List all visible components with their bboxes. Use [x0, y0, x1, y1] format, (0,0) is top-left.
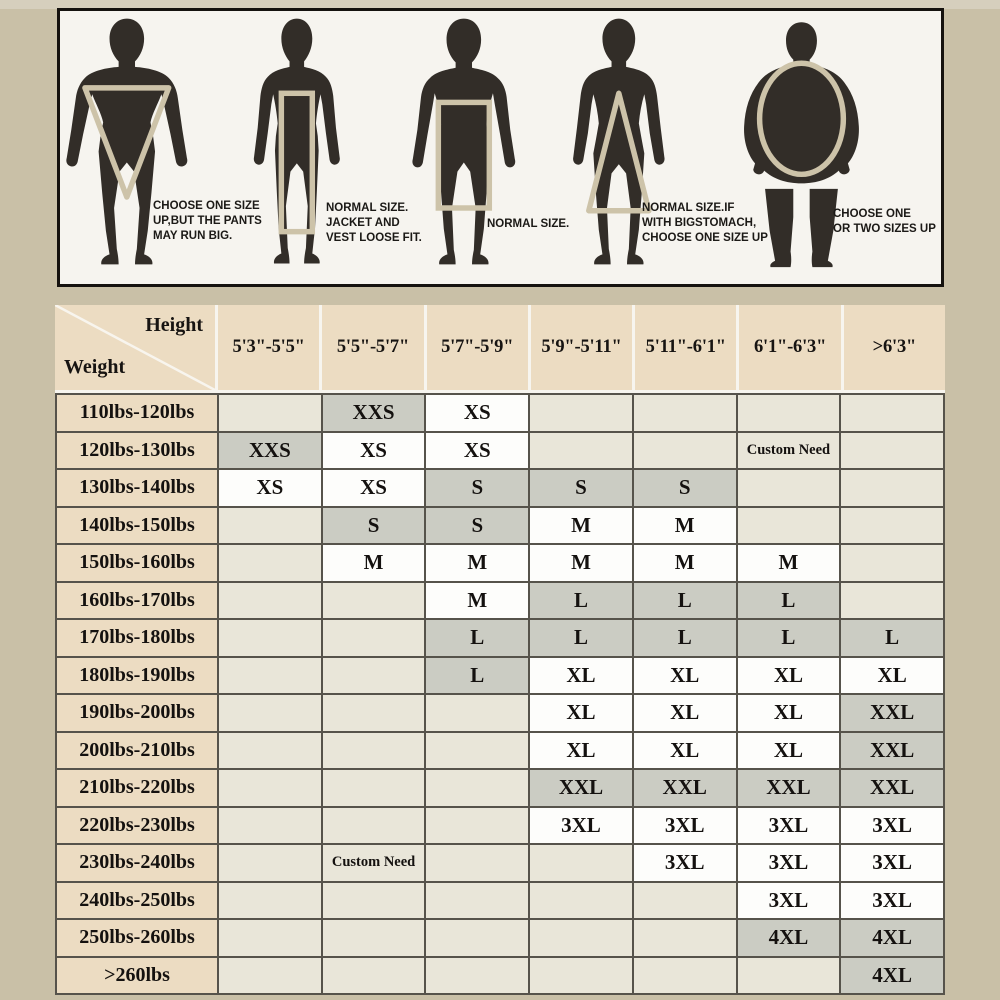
size-cell: XXS [323, 395, 425, 431]
size-cell-empty [219, 658, 321, 694]
size-cell: S [426, 508, 528, 544]
weight-row-label: 120lbs-130lbs [57, 433, 217, 469]
size-cell: M [738, 545, 840, 581]
size-cell: 3XL [634, 808, 736, 844]
size-cell: XXL [738, 770, 840, 806]
weight-row-label: 110lbs-120lbs [57, 395, 217, 431]
size-cell-empty [530, 433, 632, 469]
figure-caption-athletic: CHOOSE ONE SIZE UP,BUT THE PANTS MAY RUN BIG. [153, 200, 262, 243]
size-cell-empty [738, 958, 840, 994]
weight-row-label: >260lbs [57, 958, 217, 994]
size-cell-empty [323, 620, 425, 656]
height-column-header: 5'9"-5'11" [531, 305, 632, 390]
size-cell: L [426, 620, 528, 656]
size-cell: 3XL [738, 845, 840, 881]
size-cell: 3XL [634, 845, 736, 881]
height-axis-label: Height [145, 314, 203, 336]
size-cell: 3XL [841, 845, 943, 881]
size-cell-empty [426, 733, 528, 769]
size-cell: XXL [841, 733, 943, 769]
size-cell: XL [738, 695, 840, 731]
size-cell: 4XL [841, 958, 943, 994]
size-grid [55, 393, 945, 995]
size-cell: XS [323, 433, 425, 469]
size-cell-empty [219, 583, 321, 619]
size-cell-empty [841, 433, 943, 469]
size-cell-empty [841, 508, 943, 544]
size-cell: M [426, 545, 528, 581]
size-cell: L [634, 620, 736, 656]
size-cell-empty [738, 508, 840, 544]
size-cell: XL [634, 733, 736, 769]
height-column-header: 5'11"-6'1" [635, 305, 736, 390]
size-cell: XXL [530, 770, 632, 806]
size-cell: S [530, 470, 632, 506]
size-cell-empty [323, 583, 425, 619]
size-cell: XXS [219, 433, 321, 469]
size-cell-empty [219, 620, 321, 656]
size-cell: L [738, 620, 840, 656]
size-cell-empty [219, 920, 321, 956]
size-cell-empty [530, 958, 632, 994]
size-cell-empty [323, 658, 425, 694]
size-cell-empty [323, 808, 425, 844]
size-cell: L [738, 583, 840, 619]
weight-row-label: 190lbs-200lbs [57, 695, 217, 731]
height-header-row [55, 305, 945, 393]
size-cell: L [634, 583, 736, 619]
height-column-header: 6'1"-6'3" [739, 305, 840, 390]
size-cell: XS [323, 470, 425, 506]
size-cell-empty [841, 545, 943, 581]
size-cell: 4XL [738, 920, 840, 956]
figure-caption-heavy: CHOOSE ONE OR TWO SIZES UP [833, 208, 936, 236]
size-cell-empty [841, 583, 943, 619]
size-cell: XL [841, 658, 943, 694]
size-cell: XS [426, 395, 528, 431]
size-cell-empty [323, 958, 425, 994]
size-cell: S [426, 470, 528, 506]
size-cell-empty [426, 883, 528, 919]
size-cell: L [841, 620, 943, 656]
size-cell: 4XL [841, 920, 943, 956]
size-cell: 3XL [530, 808, 632, 844]
size-cell: M [323, 545, 425, 581]
size-cell-empty [634, 433, 736, 469]
size-cell: XL [738, 658, 840, 694]
size-cell-empty [323, 770, 425, 806]
size-cell-empty [841, 395, 943, 431]
figure-caption-average: NORMAL SIZE. [487, 218, 570, 230]
weight-row-label: 140lbs-150lbs [57, 508, 217, 544]
size-cell-empty [738, 470, 840, 506]
size-cell-empty [426, 920, 528, 956]
size-cell: XL [738, 733, 840, 769]
size-cell-empty [219, 733, 321, 769]
weight-row-label: 210lbs-220lbs [57, 770, 217, 806]
size-cell: 3XL [738, 808, 840, 844]
size-cell: S [323, 508, 425, 544]
weight-row-label: 240lbs-250lbs [57, 883, 217, 919]
height-column-header: 5'7"-5'9" [427, 305, 528, 390]
size-cell: M [634, 508, 736, 544]
size-cell-empty [426, 958, 528, 994]
size-cell-empty [219, 845, 321, 881]
size-cell: M [634, 545, 736, 581]
corner-cell [55, 305, 215, 390]
size-cell-empty [323, 920, 425, 956]
weight-row-label: 160lbs-170lbs [57, 583, 217, 619]
size-cell-empty [634, 395, 736, 431]
size-cell-empty [219, 808, 321, 844]
size-cell-empty [219, 508, 321, 544]
size-cell-empty [219, 695, 321, 731]
size-cell-empty [530, 883, 632, 919]
size-cell-empty [634, 883, 736, 919]
size-cell: M [426, 583, 528, 619]
figure-caption-slim: NORMAL SIZE. JACKET AND VEST LOOSE FIT. [326, 202, 422, 245]
size-cell: XL [530, 695, 632, 731]
weight-row-label: 180lbs-190lbs [57, 658, 217, 694]
size-cell: XXL [841, 695, 943, 731]
height-column-header: >6'3" [844, 305, 945, 390]
size-cell-empty [738, 395, 840, 431]
size-cell: XL [634, 695, 736, 731]
size-cell: L [426, 658, 528, 694]
weight-row-label: 170lbs-180lbs [57, 620, 217, 656]
weight-row-label: 150lbs-160lbs [57, 545, 217, 581]
size-cell: XXL [841, 770, 943, 806]
size-cell: M [530, 545, 632, 581]
size-cell-empty [219, 395, 321, 431]
weight-row-label: 130lbs-140lbs [57, 470, 217, 506]
size-cell-empty [426, 845, 528, 881]
size-cell: L [530, 583, 632, 619]
body-type-panel [57, 8, 944, 287]
size-cell: XL [530, 733, 632, 769]
size-cell-empty [219, 770, 321, 806]
size-cell: XS [426, 433, 528, 469]
size-cell: 3XL [841, 883, 943, 919]
size-cell-empty [530, 845, 632, 881]
size-cell-empty [219, 883, 321, 919]
figure-caption-pear: NORMAL SIZE.IF WITH BIGSTOMACH, CHOOSE ONE SIZE UP [642, 202, 768, 245]
size-cell-empty [323, 695, 425, 731]
size-cell: XL [530, 658, 632, 694]
weight-row-label: 220lbs-230lbs [57, 808, 217, 844]
height-column-header: 5'5"-5'7" [322, 305, 423, 390]
size-cell-empty [530, 395, 632, 431]
size-cell: Custom Need [323, 845, 425, 881]
size-cell-empty [426, 808, 528, 844]
size-cell-empty [841, 470, 943, 506]
size-cell: M [530, 508, 632, 544]
size-cell: 3XL [738, 883, 840, 919]
size-cell: L [530, 620, 632, 656]
size-cell-empty [634, 958, 736, 994]
size-cell: S [634, 470, 736, 506]
size-cell-empty [323, 883, 425, 919]
size-cell: XXL [634, 770, 736, 806]
size-chart-table [55, 305, 945, 995]
height-column-header: 5'3"-5'5" [218, 305, 319, 390]
size-cell-empty [323, 733, 425, 769]
size-cell-empty [426, 695, 528, 731]
size-cell-empty [219, 958, 321, 994]
size-cell-empty [530, 920, 632, 956]
weight-row-label: 250lbs-260lbs [57, 920, 217, 956]
size-cell-empty [634, 920, 736, 956]
size-cell-empty [219, 545, 321, 581]
weight-row-label: 200lbs-210lbs [57, 733, 217, 769]
size-cell: 3XL [841, 808, 943, 844]
size-cell: XL [634, 658, 736, 694]
size-cell: Custom Need [738, 433, 840, 469]
size-cell: XS [219, 470, 321, 506]
size-cell-empty [426, 770, 528, 806]
weight-axis-label: Weight [64, 356, 126, 378]
weight-row-label: 230lbs-240lbs [57, 845, 217, 881]
